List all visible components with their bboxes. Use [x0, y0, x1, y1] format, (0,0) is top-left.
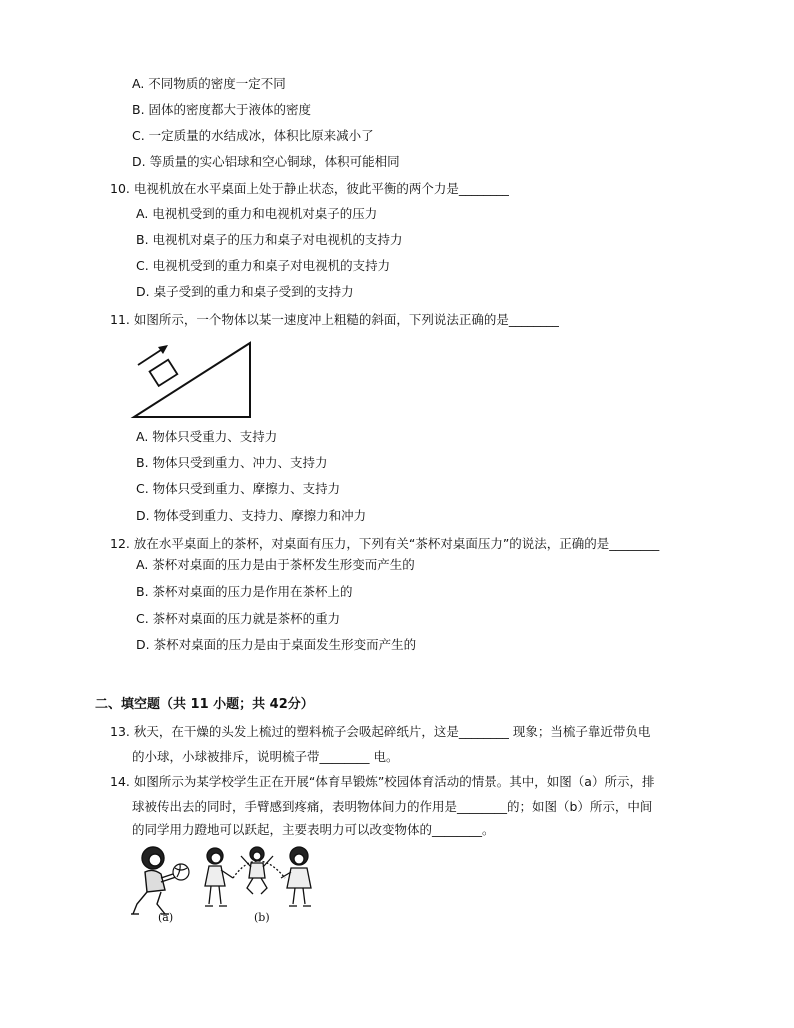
sports-figure: [125, 842, 325, 918]
incline-triangle: [134, 343, 250, 417]
q10-stem: 10. 电视机放在水平桌面上处于静止状态，彼此平衡的两个力是________: [110, 181, 509, 196]
q9-option-c: C. 一定质量的水结成冰，体积比原来减小了: [132, 128, 374, 143]
block-icon: [150, 360, 178, 386]
q14-line-3: 的同学用力蹬地可以跃起，主要表明力可以改变物体的________。: [132, 822, 495, 837]
q9-option-a: A. 不同物质的密度一定不同: [132, 76, 286, 91]
q11-option-b: B. 物体只受到重力、冲力、支持力: [136, 455, 328, 470]
incline-figure: [128, 335, 258, 421]
q14-line-1: 14. 如图所示为某学校学生正在开展“体育早锻炼”校园体育活动的情景。其中，如图（a）所示，排: [110, 774, 655, 789]
q11-option-d: D. 物体受到重力、支持力、摩擦力和冲力: [136, 508, 367, 523]
q10-option-b: B. 电视机对桌子的压力和桌子对电视机的支持力: [136, 232, 403, 247]
q12-option-b: B. 茶杯对桌面的压力是作用在茶杯上的: [136, 584, 353, 599]
q13-line-1: 13. 秋天，在干燥的头发上梳过的塑料梳子会吸起碎纸片，这是________ 现象；当梳子靠近带负电: [110, 724, 651, 739]
section-title: 二、填空题（共 11 小题；共 42分）: [95, 697, 314, 712]
caption-a: (a): [158, 911, 174, 924]
q13-line-2: 的小球，小球被排斥，说明梳子带________ 电。: [132, 749, 399, 764]
volleyball-icon: [173, 864, 189, 880]
q12-option-d: D. 茶杯对桌面的压力是由于桌面发生形变而产生的: [136, 637, 417, 652]
caption-b: (b): [254, 911, 270, 924]
q12-option-a: A. 茶杯对桌面的压力是由于茶杯发生形变而产生的: [136, 557, 415, 572]
q10-option-c: C. 电视机受到的重力和桌子对电视机的支持力: [136, 258, 391, 273]
q11-stem: 11. 如图所示，一个物体以某一速度冲上粗糙的斜面，下列说法正确的是________: [110, 312, 559, 327]
q10-option-d: D. 桌子受到的重力和桌子受到的支持力: [136, 284, 354, 299]
girl-left-icon: [205, 848, 233, 906]
q14-line-2: 球被传出去的同时，手臂感到疼痛，表明物体间力的作用是________的；如图（b）所示，中间: [132, 799, 653, 814]
girl-right-icon: [281, 847, 311, 906]
q11-option-a: A. 物体只受重力、支持力: [136, 429, 278, 444]
q10-option-a: A. 电视机受到的重力和电视机对桌子的压力: [136, 206, 378, 221]
q9-option-b: B. 固体的密度都大于液体的密度: [132, 102, 312, 117]
q12-option-c: C. 茶杯对桌面的压力就是茶杯的重力: [136, 611, 341, 626]
volleyball-player-icon: [131, 847, 179, 914]
q9-option-d: D. 等质量的实心铝球和空心铜球，体积可能相同: [132, 154, 400, 169]
jumping-boy-icon: [233, 847, 285, 894]
q11-option-c: C. 物体只受到重力、摩擦力、支持力: [136, 481, 341, 496]
q12-stem: 12. 放在水平桌面上的茶杯，对桌面有压力，下列有关“茶杯对桌面压力”的说法，正确的是________: [110, 536, 660, 551]
